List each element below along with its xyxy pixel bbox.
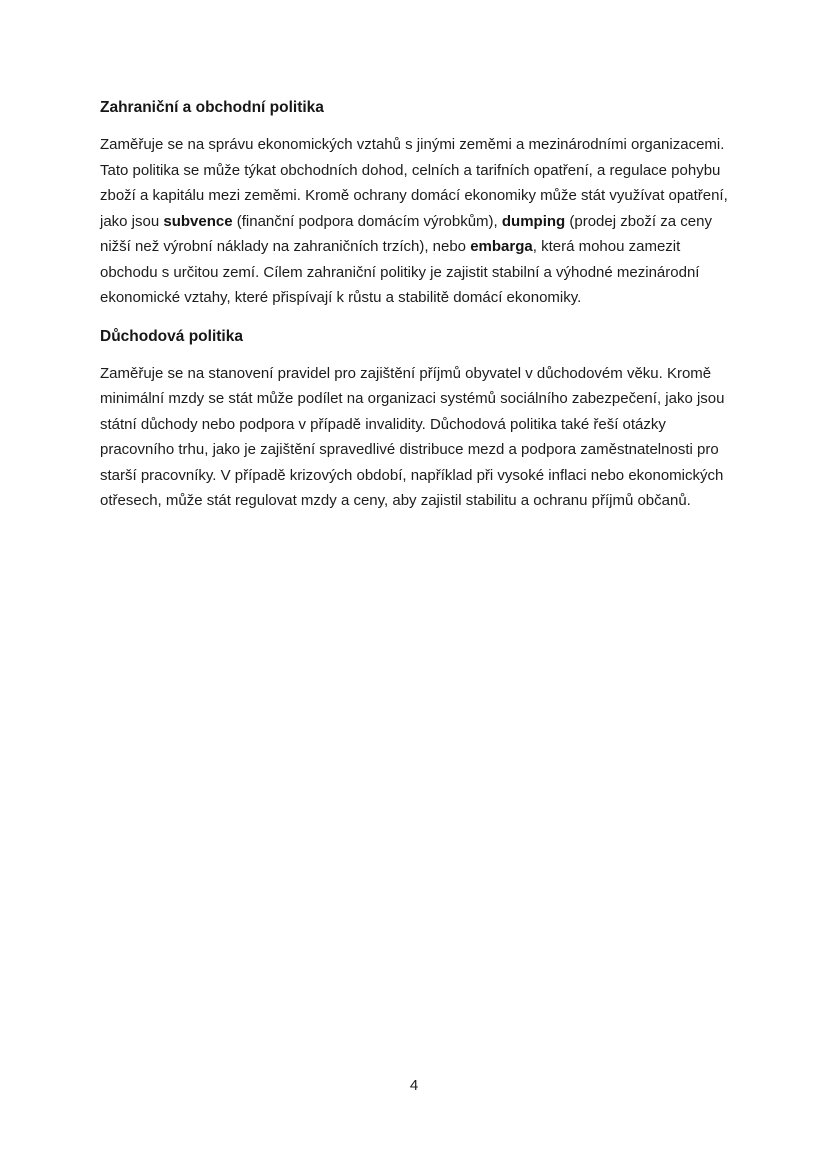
section-heading-pension-policy: Důchodová politika (100, 327, 243, 345)
section-foreign-trade-policy (100, 97, 733, 311)
paragraph-foreign-trade-policy: Zaměřuje se na správu ekonomických vztahů s jinými zeměmi a mezinárodními organizacemi. Tato politika se může týkat obchodních dohod, celních a tarifních opatření, a regulace pohybu zboží a kapitálu mezi zeměmi. Kromě ochrany domácí ekonomiky může stát využívat opatření, jako jsou subvence (finanční podpora domácím výrobkům), dumping (prodej zboží za ceny nižší než výrobní náklady na zahraničních trzích), nebo embarga, která mohou zamezit obchodu s určitou zemí. Cílem zahraniční politiky je zajistit stabilní a výhodné mezinárodní ekonomické vztahy, které přispívají k růstu a stabilitě domácí ekonomiky. (100, 136, 728, 306)
section-heading-foreign-trade-policy: Zahraniční a obchodní politika (100, 99, 324, 116)
section-pension-policy (100, 326, 733, 514)
page-content (100, 97, 733, 529)
paragraph-pension-policy: Zaměřuje se na stanovení pravidel pro zajištění příjmů obyvatel v důchodovém věku. Kromě minimální mzdy se stát může podílet na organizaci systémů sociálního zabezpečení, jako jsou státní důchody nebo podpora v případě invalidity. Důchodová politika také řeší otázky pracovního trhu, jako je zajištění spravedlivé distribuce mezd a podpora zaměstnatelnosti pro starší pracovníky. V případě krizových období, například při vysoké inflaci nebo ekonomických otřesech, může stát regulovat mzdy a ceny, aby zajistil stabilitu a ochranu příjmů občanů. (100, 364, 725, 509)
page-number: 4 (409, 1077, 419, 1094)
